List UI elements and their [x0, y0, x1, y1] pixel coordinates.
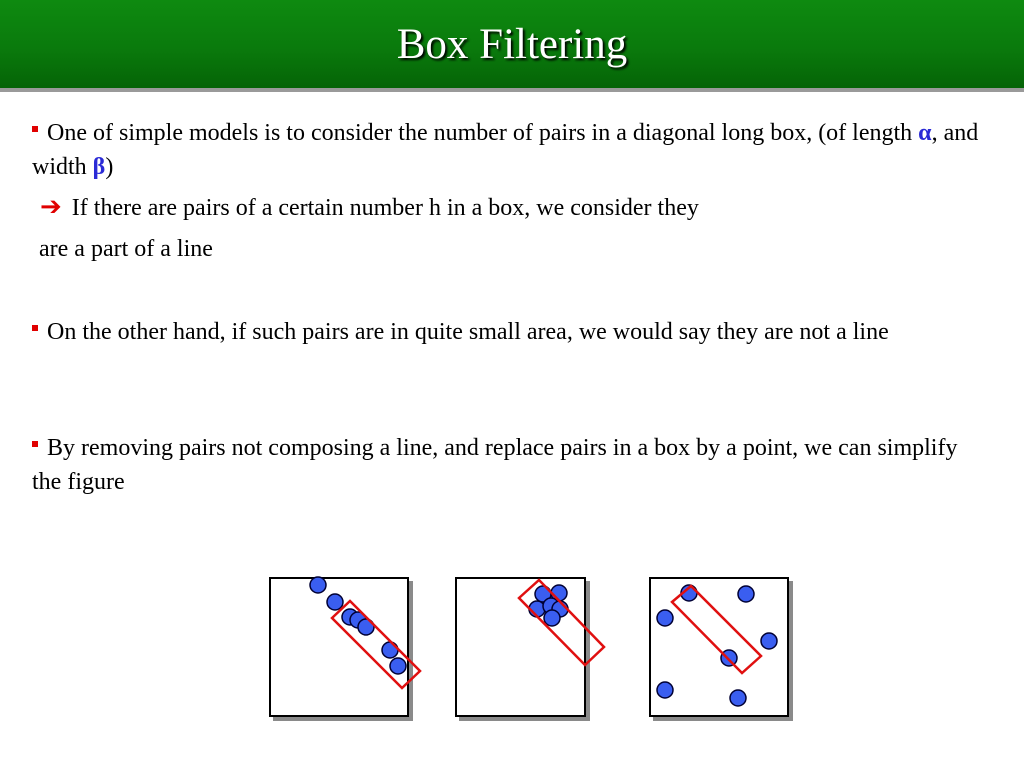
bullet-2-text: On the other hand, if such pairs are in quite small area, we would say they are not a line: [47, 319, 889, 345]
beta-symbol: β: [92, 154, 106, 180]
point-dot: [738, 586, 754, 602]
point-dot: [327, 594, 343, 610]
point-dot: [310, 577, 326, 593]
slide-title: Box Filtering: [396, 21, 628, 68]
point-dot: [657, 610, 673, 626]
bullet-1-text-after: ): [105, 154, 114, 180]
bullet-1-text-before: One of simple models is to consider the number of pairs in a diagonal long box, (of length: [47, 120, 919, 146]
bullet-1-text-middle: , and width: [32, 120, 979, 180]
arrow-point-line-2: are a part of a line: [39, 236, 213, 262]
point-dot: [657, 682, 673, 698]
right-arrow-icon: ➔: [40, 192, 62, 221]
point-dot: [730, 690, 746, 706]
alpha-symbol: α: [918, 120, 932, 146]
point-dot: [761, 633, 777, 649]
point-dot: [390, 658, 406, 674]
bullet-3-text: By removing pairs not composing a line, and replace pairs in a box by a point, we can simplify the figure: [32, 435, 958, 495]
point-dot: [382, 642, 398, 658]
point-dot: [544, 610, 560, 626]
figure-3-points: [657, 585, 777, 706]
arrow-point-text-1: If there are pairs of a certain number h in a box, we consider they: [71, 195, 699, 221]
figure-1-points: [310, 577, 406, 674]
